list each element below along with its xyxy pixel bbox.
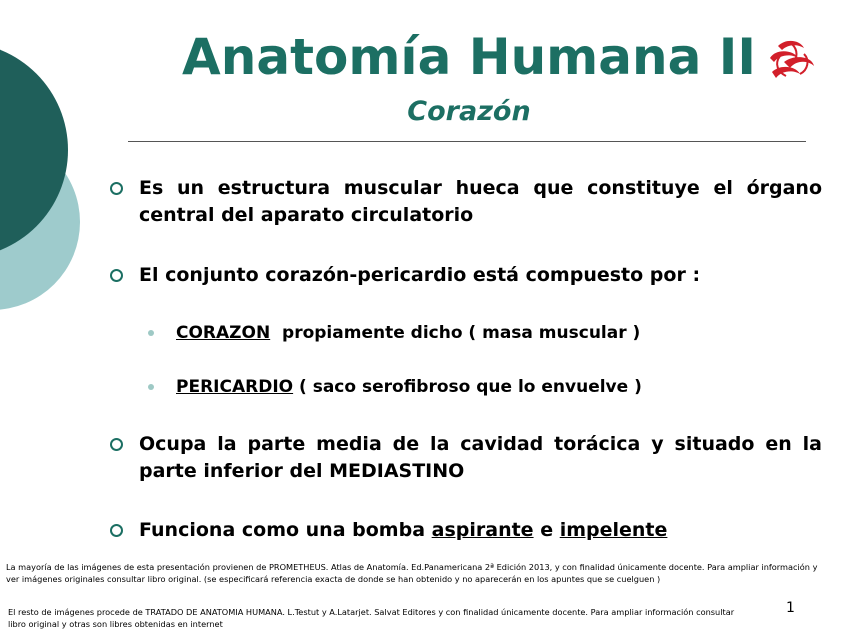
footer-note-1: La mayoría de las imágenes de esta presentación provienen de PROMETHEUS. Atlas de Anatomía. Ed.Panamericana 2ª Edición 2013, y con finalidad únicamente docente. Para ampliar información y ver imágenes originales consultar libro original. (se especificará referencia exacta de donde se han obtenido y no aparecerán en los apuntes que se cuelguen ) xyxy=(6,562,818,584)
bullet-3 xyxy=(110,431,822,487)
sub-bullet-1-term: CORAZON xyxy=(176,323,271,343)
bullet-4-term-impelente: impelente xyxy=(559,519,668,541)
bullet-4 xyxy=(110,517,822,545)
sub-bullet-1-text: propiamente dicho ( masa muscular ) xyxy=(270,323,641,343)
ring-bullet-icon xyxy=(110,524,123,537)
dot-bullet-icon xyxy=(148,384,154,390)
ring-bullet-icon xyxy=(110,438,123,451)
bullet-1-text: Es un estructura muscular hueca que constituye el órgano central del aparato circulatorio xyxy=(139,177,822,226)
bullet-4-connector: e xyxy=(533,519,560,541)
bullet-1 xyxy=(110,175,822,231)
bullet-2-text: El conjunto corazón-pericardio está compuesto por : xyxy=(139,264,701,286)
bullet-4-text: Funciona como una bomba xyxy=(139,519,432,541)
page-number: 1 xyxy=(786,600,795,616)
sub-bullet-1 xyxy=(148,321,748,345)
bullet-4-term-aspirante: aspirante xyxy=(431,519,534,541)
title-divider xyxy=(128,141,806,142)
footer-note-2: El resto de imágenes procede de TRATADO DE ANATOMIA HUMANA. L.Testut y A.Latarjet. Salvat Editores y con finalidad únicamente docente. Para ampliar información consultar libro original y otras son libres obtenidas en internet xyxy=(8,607,735,629)
sub-bullet-2-term: PERICARDIO xyxy=(176,377,294,397)
sub-bullet-2-text: ( saco serofibroso que lo envuelve ) xyxy=(293,377,642,397)
dot-bullet-icon xyxy=(148,330,154,336)
slide-title: Anatomía Humana II xyxy=(182,28,756,86)
ring-bullet-icon xyxy=(110,269,123,282)
university-logo-icon xyxy=(764,36,820,84)
bullet-3-text: Ocupa la parte media de la cavidad torácica y situado en la parte inferior del MEDIASTINO xyxy=(139,433,822,482)
sub-bullet-2 xyxy=(148,375,748,399)
ring-bullet-icon xyxy=(110,182,123,195)
bullet-2 xyxy=(110,262,822,290)
slide-subtitle: Corazón xyxy=(407,96,531,127)
